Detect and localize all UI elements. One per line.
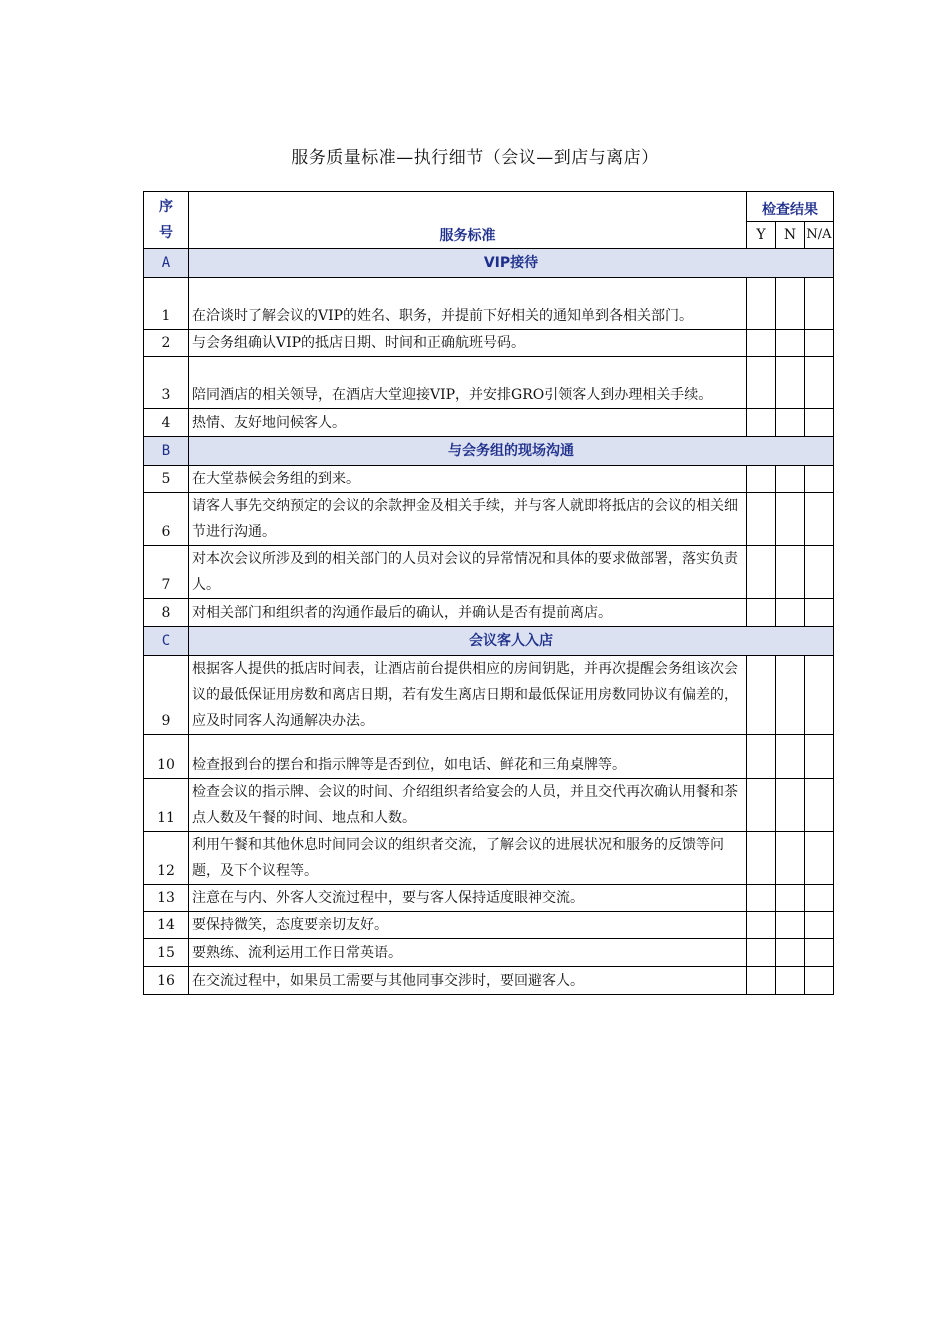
standard-text: 在洽谈时了解会议的VIP的姓名、职务，并提前下好相关的通知单到各相关部门。 [189,278,747,330]
table-row [144,409,834,437]
check-cell-na[interactable] [805,409,834,437]
row-number: 4 [144,409,189,437]
row-number: 3 [144,357,189,409]
check-cell-y[interactable] [747,546,776,599]
table-row [144,939,834,967]
table-row [144,466,834,493]
standard-text: 对本次会议所涉及到的相关部门的人员对会议的异常情况和具体的要求做部署，落实负责人。 [189,546,747,599]
check-cell-na[interactable] [805,656,834,735]
table-row [144,546,834,599]
section-row [144,249,834,278]
standard-text: 要熟练、流利运用工作日常英语。 [189,939,747,967]
check-cell-y[interactable] [747,656,776,735]
check-cell-na[interactable] [805,330,834,357]
check-cell-n[interactable] [776,939,805,967]
check-cell-na[interactable] [805,493,834,546]
check-cell-n[interactable] [776,330,805,357]
table-row [144,656,834,735]
table-row [144,599,834,627]
section-row [144,437,834,466]
standard-text: 请客人事先交纳预定的会议的余款押金及相关手续，并与客人就即将抵店的会议的相关细节进行沟通。 [189,493,747,546]
check-cell-na[interactable] [805,735,834,779]
standard-text: 与会务组确认VIP的抵店日期、时间和正确航班号码。 [189,330,747,357]
check-cell-y[interactable] [747,409,776,437]
check-cell-n[interactable] [776,466,805,493]
check-cell-n[interactable] [776,599,805,627]
standard-text: 热情、友好地问候客人。 [189,409,747,437]
check-cell-na[interactable] [805,967,834,995]
page-title: 服务质量标准—执行细节（会议—到店与离店） [291,148,659,168]
row-number: 15 [144,939,189,967]
check-cell-na[interactable] [805,832,834,885]
check-cell-y[interactable] [747,735,776,779]
check-cell-y[interactable] [747,832,776,885]
row-number: 14 [144,912,189,939]
section-code: A [144,249,189,278]
table-row [144,885,834,912]
standard-text: 要保持微笑，态度要亲切友好。 [189,912,747,939]
check-cell-y[interactable] [747,493,776,546]
check-cell-y[interactable] [747,967,776,995]
check-cell-na[interactable] [805,885,834,912]
check-cell-n[interactable] [776,278,805,330]
table-row [144,735,834,779]
table-row [144,493,834,546]
check-cell-n[interactable] [776,779,805,832]
check-cell-y[interactable] [747,885,776,912]
check-cell-y[interactable] [747,466,776,493]
section-row [144,627,834,656]
y-header: Y [747,222,776,249]
section-title: 会议客人入店 [189,627,834,656]
row-number: 6 [144,493,189,546]
standard-header: 服务标准 [189,192,747,249]
table-row [144,357,834,409]
row-number: 9 [144,656,189,735]
standard-text: 在交流过程中，如果员工需要与其他同事交涉时，要回避客人。 [189,967,747,995]
section-code: C [144,627,189,656]
row-number: 10 [144,735,189,779]
check-cell-na[interactable] [805,779,834,832]
check-cell-na[interactable] [805,939,834,967]
table-row [144,912,834,939]
table-row [144,278,834,330]
check-cell-n[interactable] [776,409,805,437]
seq-header-line2: 号 [159,225,173,241]
standard-text: 注意在与内、外客人交流过程中，要与客人保持适度眼神交流。 [189,885,747,912]
check-cell-na[interactable] [805,466,834,493]
section-code: B [144,437,189,466]
check-cell-na[interactable] [805,278,834,330]
check-cell-y[interactable] [747,330,776,357]
row-number: 13 [144,885,189,912]
check-cell-n[interactable] [776,735,805,779]
check-cell-y[interactable] [747,278,776,330]
standard-text: 利用午餐和其他休息时间同会议的组织者交流，了解会议的进展状况和服务的反馈等问题，及下个议程等。 [189,832,747,885]
row-number: 12 [144,832,189,885]
section-title: VIP接待 [189,249,834,278]
standard-text: 对相关部门和组织者的沟通作最后的确认，并确认是否有提前离店。 [189,599,747,627]
check-cell-na[interactable] [805,357,834,409]
check-cell-na[interactable] [805,912,834,939]
table-row [144,330,834,357]
row-number: 2 [144,330,189,357]
check-cell-y[interactable] [747,357,776,409]
check-cell-y[interactable] [747,912,776,939]
header-row-top [144,192,834,222]
standard-text: 在大堂恭候会务组的到来。 [189,466,747,493]
check-cell-na[interactable] [805,599,834,627]
row-number: 11 [144,779,189,832]
check-cell-n[interactable] [776,357,805,409]
na-header: N/A [805,222,834,249]
service-standard-table [143,191,834,995]
check-cell-n[interactable] [776,656,805,735]
check-cell-n[interactable] [776,493,805,546]
table-row [144,832,834,885]
section-title: 与会务组的现场沟通 [189,437,834,466]
check-cell-n[interactable] [776,967,805,995]
seq-header [144,192,189,249]
check-cell-y[interactable] [747,599,776,627]
row-number: 16 [144,967,189,995]
check-cell-y[interactable] [747,939,776,967]
check-cell-n[interactable] [776,912,805,939]
check-cell-n[interactable] [776,546,805,599]
check-cell-y[interactable] [747,779,776,832]
table-row [144,967,834,995]
n-header: N [776,222,805,249]
result-header: 检查结果 [747,192,834,222]
standard-text: 检查报到台的摆台和指示牌等是否到位，如电话、鲜花和三角桌牌等。 [189,735,747,779]
check-cell-na[interactable] [805,546,834,599]
standard-text: 根据客人提供的抵店时间表，让酒店前台提供相应的房间钥匙，并再次提醒会务组该次会议的最低保证用房数和离店日期，若有发生离店日期和最低保证用房数同协议有偏差的，应及时同客人沟通解决办法。 [189,656,747,735]
row-number: 1 [144,278,189,330]
check-cell-n[interactable] [776,832,805,885]
row-number: 7 [144,546,189,599]
check-cell-n[interactable] [776,885,805,912]
table-row [144,779,834,832]
row-number: 8 [144,599,189,627]
seq-header-line1: 序 [159,199,173,215]
standard-text: 陪同酒店的相关领导，在酒店大堂迎接VIP，并安排GRO引领客人到办理相关手续。 [189,357,747,409]
standard-text: 检查会议的指示牌、会议的时间、介绍组织者给宴会的人员，并且交代再次确认用餐和茶点人数及午餐的时间、地点和人数。 [189,779,747,832]
row-number: 5 [144,466,189,493]
